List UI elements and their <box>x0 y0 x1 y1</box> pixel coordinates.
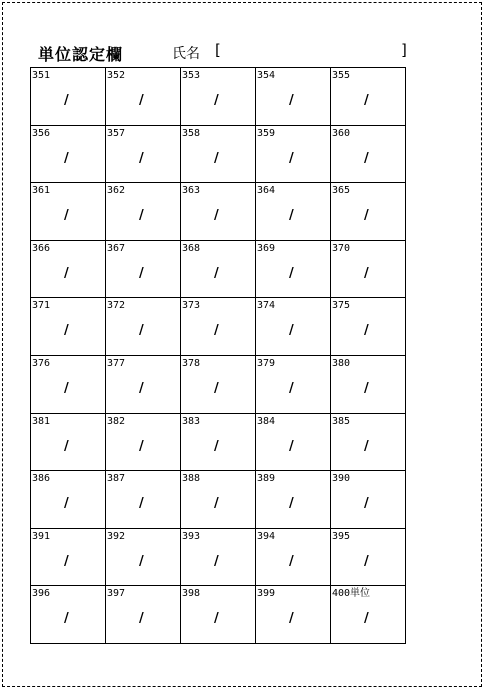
cell-date-slash: / <box>214 93 219 108</box>
cell-date-slash: / <box>214 438 219 454</box>
cell-number: 383 <box>182 415 201 427</box>
credit-cell[interactable] <box>106 471 181 529</box>
credit-cell[interactable] <box>256 413 331 471</box>
credit-cell[interactable] <box>331 68 406 126</box>
cell-number: 367 <box>107 242 126 254</box>
credit-cell[interactable] <box>256 355 331 413</box>
cell-number: 387 <box>107 473 126 485</box>
cell-number: 376 <box>32 357 51 369</box>
credit-cell[interactable] <box>331 125 406 183</box>
cell-number: 352 <box>107 70 126 81</box>
cell-date-slash: / <box>289 265 294 281</box>
cell-number: 359 <box>257 127 276 139</box>
cell-number: 390 <box>332 473 351 485</box>
cell-date-slash: / <box>64 438 69 454</box>
grid-row <box>31 586 406 644</box>
credit-cell[interactable] <box>256 528 331 586</box>
cell-date-slash: / <box>64 323 69 339</box>
cell-number: 385 <box>332 415 351 427</box>
cell-date-slash: / <box>139 323 144 339</box>
grid-row <box>31 413 406 471</box>
credit-cell[interactable] <box>106 586 181 644</box>
credit-cell[interactable] <box>181 355 256 413</box>
credit-cell[interactable] <box>256 125 331 183</box>
cell-number: 375 <box>332 300 351 312</box>
cell-number: 354 <box>257 70 276 81</box>
credit-cell[interactable] <box>331 413 406 471</box>
cell-number: 362 <box>107 185 126 197</box>
cell-date-slash: / <box>214 496 219 512</box>
credit-cell[interactable] <box>31 183 106 241</box>
name-bracket-open: [ <box>215 41 221 59</box>
credit-cell[interactable] <box>331 298 406 356</box>
cell-number: 357 <box>107 127 126 139</box>
credit-cell[interactable] <box>256 586 331 644</box>
grid-row <box>31 183 406 241</box>
cell-date-slash: / <box>289 93 294 108</box>
cell-number: 389 <box>257 473 276 485</box>
credit-cell[interactable] <box>31 528 106 586</box>
cell-date-slash: / <box>364 323 369 339</box>
cell-date-slash: / <box>64 208 69 224</box>
cell-date-slash: / <box>139 496 144 512</box>
credit-cell[interactable] <box>256 471 331 529</box>
cell-number: 386 <box>32 473 51 485</box>
cell-number: 392 <box>107 530 126 542</box>
cell-date-slash: / <box>364 150 369 166</box>
cell-number: 363 <box>182 185 201 197</box>
credit-cell[interactable] <box>331 240 406 298</box>
cell-number: 393 <box>182 530 201 542</box>
cell-date-slash: / <box>139 553 144 569</box>
credit-cell[interactable] <box>181 413 256 471</box>
cell-date-slash: / <box>214 380 219 396</box>
grid-row <box>31 471 406 529</box>
cell-number: 356 <box>32 127 51 139</box>
cell-number: 353 <box>182 70 201 81</box>
credit-cell[interactable] <box>256 240 331 298</box>
cell-number: 371 <box>32 300 51 312</box>
cell-number: 391 <box>32 530 51 542</box>
credit-grid-body <box>31 68 406 644</box>
cell-number: 377 <box>107 357 126 369</box>
cell-date-slash: / <box>364 93 369 108</box>
cell-date-slash: / <box>64 265 69 281</box>
credit-cell[interactable] <box>331 586 406 644</box>
cell-date-slash: / <box>214 208 219 224</box>
credit-cell[interactable] <box>31 298 106 356</box>
grid-row <box>31 355 406 413</box>
cell-date-slash: / <box>364 553 369 569</box>
credit-cell[interactable] <box>181 586 256 644</box>
credit-cell[interactable] <box>181 471 256 529</box>
cell-date-slash: / <box>364 496 369 512</box>
cell-number: 360 <box>332 127 351 139</box>
cell-date-slash: / <box>214 150 219 166</box>
cell-number: 394 <box>257 530 276 542</box>
cell-number: 397 <box>107 588 126 600</box>
cell-number: 378 <box>182 357 201 369</box>
cell-date-slash: / <box>139 208 144 224</box>
cell-number: 373 <box>182 300 201 312</box>
cell-number: 395 <box>332 530 351 542</box>
credit-cell[interactable] <box>181 68 256 126</box>
cell-date-slash: / <box>289 380 294 396</box>
cell-number: 365 <box>332 185 351 197</box>
credit-cell[interactable] <box>181 240 256 298</box>
credit-cell[interactable] <box>31 586 106 644</box>
credit-cell[interactable] <box>331 183 406 241</box>
name-label: 氏名 <box>172 46 200 62</box>
cell-number: 351 <box>32 70 51 81</box>
grid-row <box>31 125 406 183</box>
cell-date-slash: / <box>64 553 69 569</box>
credit-cell[interactable] <box>256 68 331 126</box>
credit-cell[interactable] <box>181 125 256 183</box>
cell-date-slash: / <box>289 150 294 166</box>
cell-date-slash: / <box>214 323 219 339</box>
credit-cell[interactable] <box>331 528 406 586</box>
name-bracket-close: ] <box>401 41 407 59</box>
grid-row <box>31 240 406 298</box>
grid-row <box>31 68 406 126</box>
page-title: 単位認定欄 <box>38 45 124 64</box>
credit-cell[interactable] <box>31 355 106 413</box>
cell-date-slash: / <box>64 380 69 396</box>
cell-date-slash: / <box>214 553 219 569</box>
cell-date-slash: / <box>364 380 369 396</box>
cell-date-slash: / <box>139 380 144 396</box>
cell-number: 374 <box>257 300 276 312</box>
cell-date-slash: / <box>214 611 219 627</box>
cell-number: 370 <box>332 242 351 254</box>
cell-number: 388 <box>182 473 201 485</box>
cell-number: 368 <box>182 242 201 254</box>
cell-date-slash: / <box>289 611 294 627</box>
cell-date-slash: / <box>64 496 69 512</box>
credit-cell[interactable] <box>31 413 106 471</box>
cell-date-slash: / <box>289 323 294 339</box>
credit-grid <box>30 67 406 644</box>
cell-number: 400単位 <box>332 588 371 600</box>
cell-date-slash: / <box>64 150 69 166</box>
credit-cell[interactable] <box>31 240 106 298</box>
cell-number: 380 <box>332 357 351 369</box>
cell-number: 382 <box>107 415 126 427</box>
credit-cell[interactable] <box>181 528 256 586</box>
credit-cell[interactable] <box>331 355 406 413</box>
cell-number: 398 <box>182 588 201 600</box>
cell-number: 372 <box>107 300 126 312</box>
cell-date-slash: / <box>364 611 369 627</box>
credit-cell[interactable] <box>256 298 331 356</box>
credit-cell[interactable] <box>256 183 331 241</box>
cell-date-slash: / <box>364 208 369 224</box>
cell-date-slash: / <box>139 611 144 627</box>
credit-cell[interactable] <box>331 471 406 529</box>
credit-cell[interactable] <box>106 183 181 241</box>
credit-cell[interactable] <box>181 298 256 356</box>
credit-cell[interactable] <box>31 471 106 529</box>
credit-cell[interactable] <box>181 183 256 241</box>
cell-number: 396 <box>32 588 51 600</box>
cell-number: 379 <box>257 357 276 369</box>
cell-date-slash: / <box>139 93 144 108</box>
cell-number: 361 <box>32 185 51 197</box>
cell-number: 384 <box>257 415 276 427</box>
cell-number: 381 <box>32 415 51 427</box>
cell-date-slash: / <box>364 265 369 281</box>
credit-cell[interactable] <box>106 125 181 183</box>
cell-date-slash: / <box>289 438 294 454</box>
credit-cell[interactable] <box>106 413 181 471</box>
cell-date-slash: / <box>214 265 219 281</box>
cell-number: 366 <box>32 242 51 254</box>
cell-date-slash: / <box>364 438 369 454</box>
credit-cell[interactable] <box>31 125 106 183</box>
credit-cell[interactable] <box>106 528 181 586</box>
cell-date-slash: / <box>139 265 144 281</box>
credit-cell[interactable] <box>106 355 181 413</box>
cell-date-slash: / <box>289 553 294 569</box>
cell-number: 358 <box>182 127 201 139</box>
cell-date-slash: / <box>64 93 69 108</box>
cell-date-slash: / <box>139 438 144 454</box>
credit-cell[interactable] <box>106 240 181 298</box>
credit-cell[interactable] <box>31 68 106 126</box>
cell-number: 355 <box>332 70 351 81</box>
cell-number: 399 <box>257 588 276 600</box>
cell-number: 364 <box>257 185 276 197</box>
grid-row <box>31 528 406 586</box>
credit-cell[interactable] <box>106 298 181 356</box>
cell-date-slash: / <box>289 496 294 512</box>
cell-number: 369 <box>257 242 276 254</box>
cell-date-slash: / <box>289 208 294 224</box>
cell-date-slash: / <box>64 611 69 627</box>
credit-cell[interactable] <box>106 68 181 126</box>
grid-row <box>31 298 406 356</box>
cell-date-slash: / <box>139 150 144 166</box>
